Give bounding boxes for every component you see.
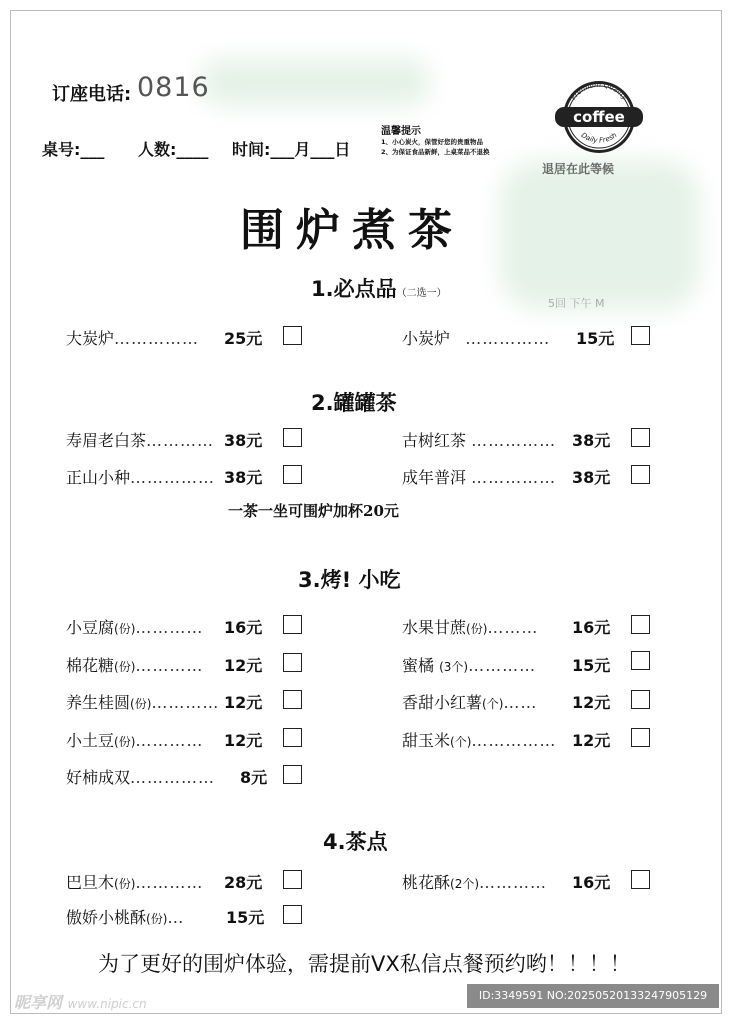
menu-item-potato: 小土豆(份)………… [66, 731, 204, 750]
checkbox-small-stove[interactable] [631, 326, 650, 345]
checkbox-zhengshan[interactable] [283, 465, 302, 484]
checkbox-taohuasu[interactable] [631, 870, 650, 889]
item-name: 正山小种 [66, 468, 131, 487]
menu-item-big-stove: 大炭炉…………… [66, 329, 200, 348]
item-name: 水果甘蔗 [402, 618, 467, 637]
checkbox-batanmu[interactable] [283, 870, 302, 889]
menu-title: 围炉煮茶 [240, 205, 464, 256]
section-title-required: 1.必点品（二选一） [311, 277, 447, 301]
checkbox-corn[interactable] [631, 728, 650, 747]
menu-item-persimmon: 好柿成双…………… [66, 768, 216, 787]
menu-item-batanmu: 巴旦木(份)………… [66, 873, 204, 892]
item-price: 12元 [224, 693, 263, 712]
checkbox-pu-er[interactable] [631, 465, 650, 484]
item-name: 养生桂圆 [66, 693, 131, 712]
item-name: 桃花酥 [402, 873, 451, 892]
watermark-left: 昵享网 www.nipic.cn [14, 993, 147, 1012]
item-price: 15元 [226, 908, 265, 927]
item-name: 大炭炉 [66, 329, 115, 348]
date-field[interactable]: 时间:___月___日 [232, 140, 351, 159]
coffee-badge-logo [553, 79, 645, 155]
section-title-snacks: 3.烤! 小吃 [298, 568, 401, 592]
checkbox-sugarcane[interactable] [631, 615, 650, 634]
item-name: 成年普洱 [402, 468, 467, 487]
item-name: 寿眉老白茶 [66, 431, 147, 450]
item-name: 小炭炉 [402, 329, 451, 348]
item-name: 甜玉米 [402, 731, 451, 750]
item-name: 小土豆 [66, 731, 115, 750]
menu-item-taohuasu: 桃花酥(2个)………… [402, 873, 548, 892]
menu-item-corn: 甜玉米(个)…………… [402, 731, 557, 750]
menu-item-sugarcane: 水果甘蔗(份)……… [402, 618, 539, 637]
item-name: 蜜橘 [402, 656, 435, 675]
checkbox-gushu[interactable] [631, 428, 650, 447]
item-name: 巴旦木 [66, 873, 115, 892]
tips-line-1: 1、小心炭火，保管好您的贵重物品 [381, 138, 484, 146]
logo-center-text: coffee [573, 108, 625, 126]
blur-patch-phone [200, 58, 430, 106]
checkbox-mandarin[interactable] [631, 651, 650, 670]
blur-patch-logo [500, 160, 700, 310]
item-price: 12元 [224, 656, 263, 675]
item-price: 38元 [572, 431, 611, 450]
item-price: 8元 [240, 768, 268, 787]
menu-item-small-stove: 小炭炉 …………… [402, 329, 551, 348]
menu-item-tofu: 小豆腐(份)………… [66, 618, 204, 637]
menu-item-marshmallow: 棉花糖(份)………… [66, 656, 204, 675]
reservation-note: 为了更好的围炉体验，需提前VX私信点餐预约哟！！！！ [98, 952, 631, 976]
logo-caption: 退居在此等候 [542, 162, 615, 176]
item-name: 傲娇小桃酥 [66, 908, 147, 927]
section-subtitle: （二选一） [396, 288, 447, 299]
checkbox-marshmallow[interactable] [283, 653, 302, 672]
checkbox-longan[interactable] [283, 690, 302, 709]
extra-cup-notice: 一茶一坐可围炉加杯20元 [228, 502, 399, 520]
tips-block [381, 122, 541, 157]
item-name: 好柿成双 [66, 768, 131, 787]
item-price: 16元 [572, 618, 611, 637]
checkbox-shoumei[interactable] [283, 428, 302, 447]
menu-item-zhengshan: 正山小种…………… [66, 468, 216, 487]
tips-title: 温馨提示 [381, 126, 421, 137]
item-price: 16元 [572, 873, 611, 892]
menu-item-shoumei: 寿眉老白茶………… [66, 431, 215, 450]
item-price: 15元 [572, 656, 611, 675]
checkbox-tofu[interactable] [283, 615, 302, 634]
item-price: 38元 [224, 431, 263, 450]
checkbox-potato[interactable] [283, 728, 302, 747]
watermark-id-bar: ID:3349591 NO:20250520133247905129 [467, 984, 719, 1008]
item-price: 15元 [576, 329, 615, 348]
menu-item-mandarin: 蜜橘 (3个)………… [402, 656, 537, 675]
item-price: 12元 [224, 731, 263, 750]
checkbox-walnut-cake[interactable] [283, 905, 302, 924]
item-name: 棉花糖 [66, 656, 115, 675]
section-title-tea-snacks: 4.茶点 [323, 830, 388, 854]
item-name: 小豆腐 [66, 618, 115, 637]
phone-label: 订座电话: [52, 84, 132, 105]
item-price: 38元 [572, 468, 611, 487]
checkbox-sweet-potato[interactable] [631, 690, 650, 709]
logo-caption-2: 5回 下午 M [548, 297, 605, 310]
checkbox-persimmon[interactable] [283, 765, 302, 784]
tips-line-2: 2、为保证食品新鲜，上桌菜品不退换 [381, 148, 490, 156]
item-price: 12元 [572, 731, 611, 750]
menu-item-walnut-cake: 傲娇小桃酥(份)… [66, 908, 185, 927]
menu-item-longan: 养生桂圆(份)………… [66, 693, 220, 712]
item-price: 38元 [224, 468, 263, 487]
logo-top-text: Premium Quality [569, 80, 629, 102]
checkbox-big-stove[interactable] [283, 326, 302, 345]
section-title-tea: 2.罐罐茶 [311, 391, 397, 415]
item-price: 25元 [224, 329, 263, 348]
people-count-field[interactable]: 人数:____ [138, 140, 209, 159]
phone-number: 0816 [137, 72, 210, 103]
logo-bottom-text: Daily Fresh [579, 131, 619, 145]
item-price: 16元 [224, 618, 263, 637]
menu-item-sweet-potato: 香甜小红薯(个)…… [402, 693, 538, 712]
item-name: 古树红茶 [402, 431, 467, 450]
item-price: 28元 [224, 873, 263, 892]
menu-item-pu-er: 成年普洱 …………… [402, 468, 557, 487]
item-name: 香甜小红薯 [402, 693, 483, 712]
menu-item-gushu: 古树红茶 …………… [402, 431, 557, 450]
item-price: 12元 [572, 693, 611, 712]
table-number-field[interactable]: 桌号:___ [42, 140, 105, 159]
